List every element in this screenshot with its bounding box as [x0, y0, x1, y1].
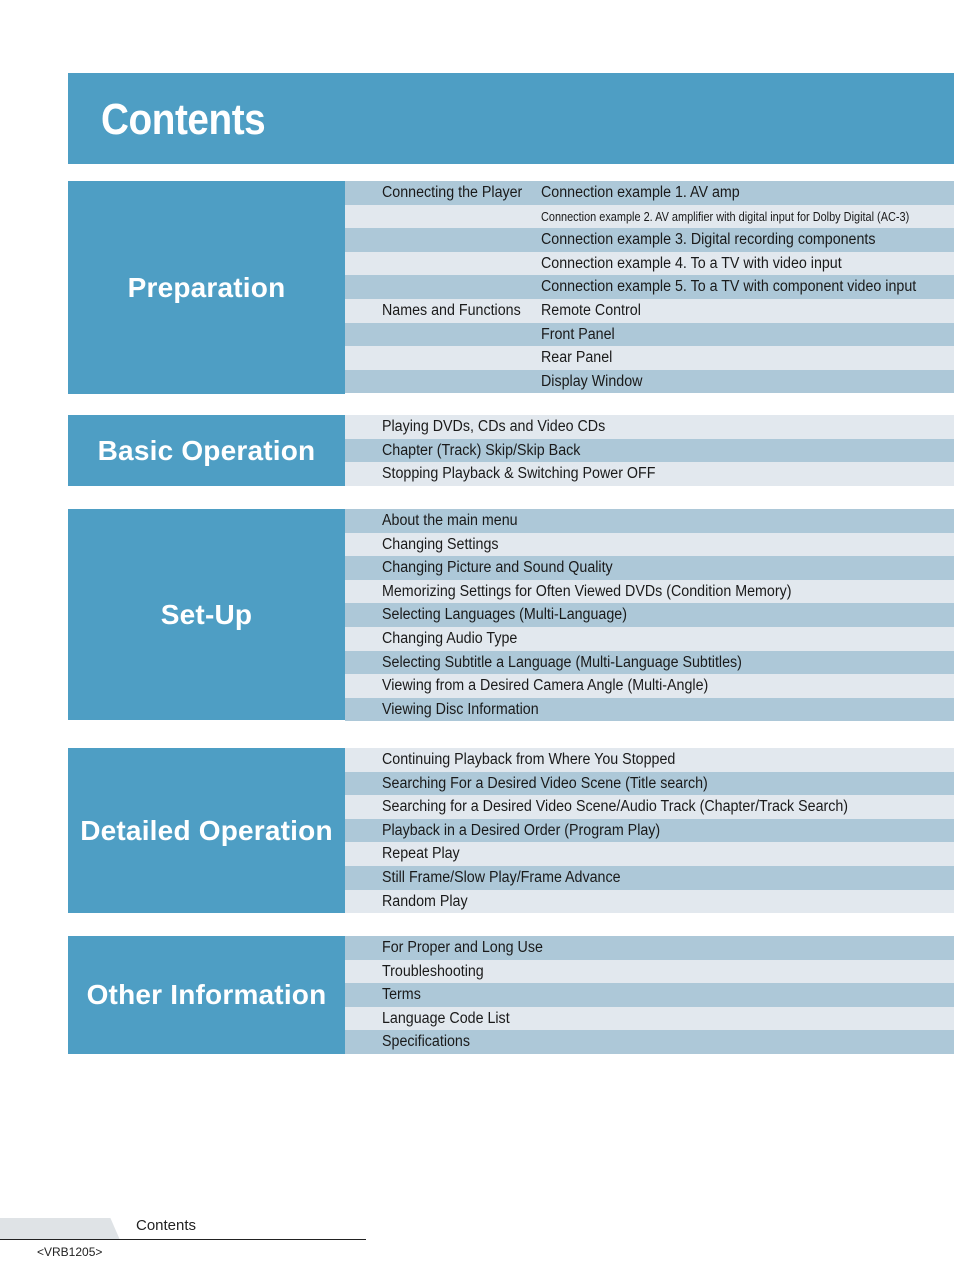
toc-row[interactable]: [345, 795, 954, 819]
footer-divider: [0, 1239, 366, 1240]
toc-topic: For Proper and Long Use: [382, 939, 543, 956]
section-label: [68, 181, 345, 394]
toc-topic: Viewing Disc Information: [382, 700, 539, 718]
toc-row[interactable]: [345, 772, 954, 796]
toc-topic: Viewing from a Desired Camera Angle (Multi-Angle): [382, 677, 709, 695]
toc-row[interactable]: [345, 439, 954, 463]
section-title: Preparation: [127, 271, 286, 303]
section-basic-operation: [68, 415, 954, 486]
section-other-information: [68, 936, 954, 1054]
section-title: Set-Up: [160, 598, 253, 630]
toc-row[interactable]: [345, 960, 954, 984]
toc-row[interactable]: [345, 603, 954, 627]
section-rows: [345, 509, 954, 721]
section-title: Basic Operation: [97, 434, 316, 466]
toc-row[interactable]: [345, 651, 954, 675]
toc-topic: Memorizing Settings for Often Viewed DVDs (Condition Memory): [382, 582, 792, 600]
toc-subtopic: Display Window: [541, 372, 643, 390]
toc-row[interactable]: [345, 983, 954, 1007]
section-rows: [345, 936, 954, 1054]
toc-subtopic: Connection example 4. To a TV with video input: [541, 254, 842, 272]
toc-subtopic: Connection example 5. To a TV with component video input: [541, 278, 917, 296]
section-label: [68, 509, 345, 720]
section-rows: [345, 181, 954, 393]
toc-row[interactable]: [345, 1030, 954, 1054]
toc-topic: Continuing Playback from Where You Stopped: [382, 751, 676, 768]
toc-row[interactable]: [345, 181, 954, 205]
toc-row[interactable]: [345, 509, 954, 533]
section-set-up: [68, 509, 954, 720]
toc-row[interactable]: [345, 275, 954, 299]
section-label: [68, 748, 345, 913]
toc-topic: Selecting Subtitle a Language (Multi-Language Subtitles): [382, 653, 742, 671]
section-title: Other Information: [86, 979, 327, 1010]
toc-topic: Still Frame/Slow Play/Frame Advance: [382, 868, 621, 886]
toc-row[interactable]: [345, 890, 954, 914]
toc-row[interactable]: [345, 748, 954, 772]
toc-row[interactable]: [345, 1007, 954, 1031]
section-label: [68, 936, 345, 1054]
toc-subtopic: Connection example 3. Digital recording components: [541, 231, 876, 249]
section-rows: [345, 748, 954, 913]
toc-topic: Terms: [382, 986, 421, 1004]
section-title: Detailed Operation: [80, 814, 333, 846]
toc-topic: Connecting the Player: [382, 184, 523, 201]
toc-topic: Changing Picture and Sound Quality: [382, 559, 613, 577]
toc-row[interactable]: [345, 228, 954, 252]
toc-topic: Changing Audio Type: [382, 629, 518, 647]
page-title: Contents: [101, 95, 266, 144]
toc-row[interactable]: [345, 580, 954, 604]
toc-subtopic: Connection example 2. AV amplifier with digital input for Dolby Digital (AC-3): [541, 208, 910, 224]
toc-row[interactable]: [345, 533, 954, 557]
toc-topic: About the main menu: [382, 512, 518, 529]
toc-row[interactable]: [345, 674, 954, 698]
section-preparation: [68, 181, 954, 394]
toc-topic: Random Play: [382, 892, 468, 910]
toc-row[interactable]: [345, 866, 954, 890]
section-rows: [345, 415, 954, 486]
toc-row[interactable]: [345, 299, 954, 323]
toc-topic: Specifications: [382, 1033, 470, 1051]
title-bar: [68, 73, 954, 164]
toc-topic: Language Code List: [382, 1009, 510, 1027]
toc-row[interactable]: [345, 205, 954, 229]
toc-topic: Searching For a Desired Video Scene (Title search): [382, 774, 708, 792]
toc-row[interactable]: [345, 415, 954, 439]
toc-row[interactable]: [345, 698, 954, 722]
footer-label: Contents: [136, 1217, 197, 1234]
toc-row[interactable]: [345, 819, 954, 843]
toc-row[interactable]: [345, 370, 954, 394]
footer-tab: [0, 1218, 120, 1240]
toc-topic: Playing DVDs, CDs and Video CDs: [382, 418, 606, 435]
toc-subtopic: Remote Control: [541, 301, 641, 319]
toc-row[interactable]: [345, 252, 954, 276]
toc-subtopic: Connection example 1. AV amp: [541, 184, 740, 201]
toc-row[interactable]: [345, 462, 954, 486]
toc-topic: Names and Functions: [382, 301, 521, 319]
toc-row[interactable]: [345, 346, 954, 370]
toc-row[interactable]: [345, 627, 954, 651]
toc-row[interactable]: [345, 323, 954, 347]
toc-topic: Changing Settings: [382, 535, 499, 553]
toc-row[interactable]: [345, 556, 954, 580]
toc-subtopic: Front Panel: [541, 325, 615, 343]
toc-row[interactable]: [345, 936, 954, 960]
toc-subtopic: Rear Panel: [541, 349, 613, 367]
section-label: [68, 415, 345, 486]
toc-row[interactable]: [345, 842, 954, 866]
toc-topic: Repeat Play: [382, 845, 460, 863]
section-detailed-operation: [68, 748, 954, 913]
document-code: <VRB1205>: [37, 1245, 103, 1259]
toc-topic: Selecting Languages (Multi-Language): [382, 606, 627, 624]
toc-topic: Searching for a Desired Video Scene/Audio Track (Chapter/Track Search): [382, 798, 849, 816]
toc-topic: Chapter (Track) Skip/Skip Back: [382, 441, 581, 459]
toc-topic: Troubleshooting: [382, 962, 484, 980]
toc-topic: Stopping Playback & Switching Power OFF: [382, 465, 656, 483]
toc-topic: Playback in a Desired Order (Program Play): [382, 821, 661, 839]
